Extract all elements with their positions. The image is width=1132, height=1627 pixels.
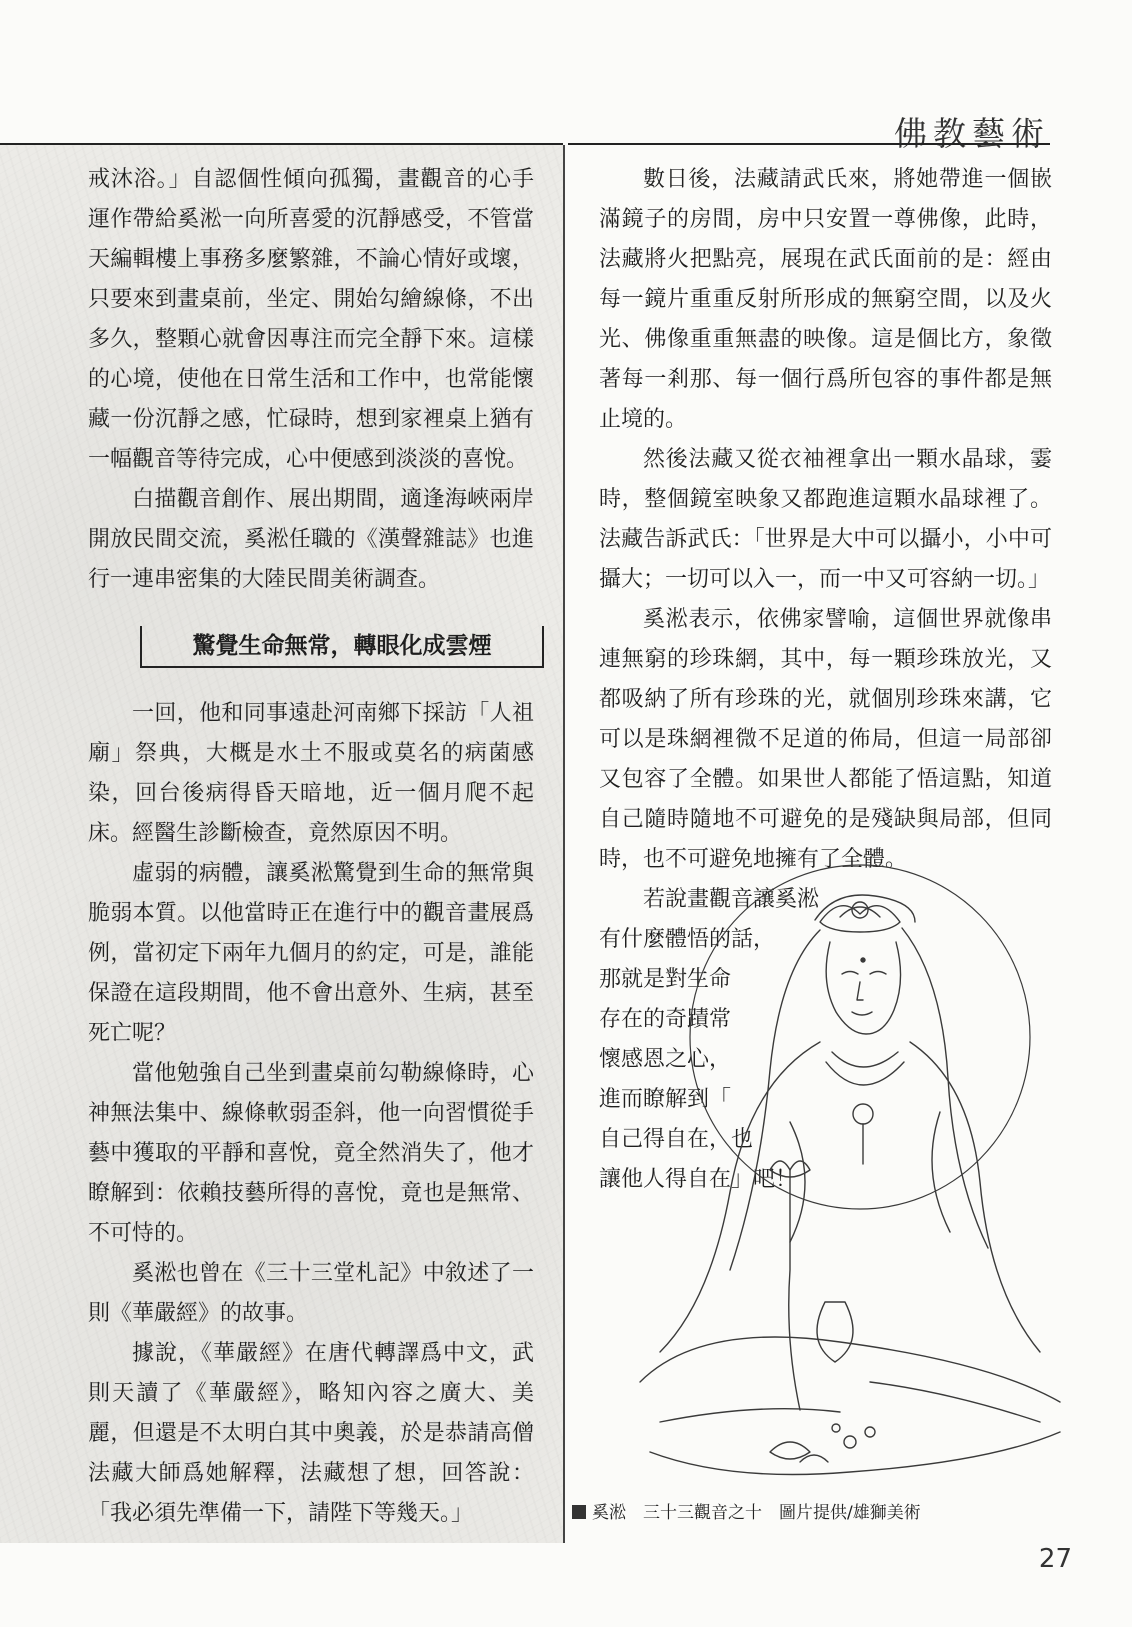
- paragraph: 虛弱的病體，讓奚淞驚覺到生命的無常與脆弱本質。以他當時正在進行中的觀音畫展爲例，當初定下兩年九個月的約定，可是，誰能保證在這段期間，他不會出意外、生病，甚至死亡呢？: [88, 861, 534, 1046]
- poem-line: 懷感恩之心，: [599, 1047, 732, 1072]
- paragraph: 數日後，法藏請武氏來，將她帶進一個嵌滿鏡子的房間，房中只安置一尊佛像，此時，法藏將火把點亮，展現在武氏面前的是：經由每一鏡片重重反射所形成的無窮空間，以及火光、佛像重重無盡的映像。這是個比方，象徵著每一剎那、每一個行爲所包容的事件都是無止境的。: [599, 167, 1052, 432]
- poem-line: 有什麼體悟的話，: [599, 927, 776, 952]
- paragraph: 然後法藏又從衣袖裡拿出一顆水晶球，霎時，整個鏡室映象又都跑進這顆水晶球裡了。法藏告訴武氏：「世界是大中可以攝小，小中可攝大；一切可以入一，而一中又可容納一切。」: [599, 447, 1052, 592]
- paragraph: 一回，他和同事遠赴河南鄉下採訪「人祖廟」祭典，大概是水土不服或莫名的病菌感染，回台後病得昏天暗地，近一個月爬不起床。經醫生診斷檢查，竟然原因不明。: [88, 701, 534, 846]
- poem-line: 讓他人得自在」吧！: [599, 1167, 798, 1192]
- caption-marker-icon: [572, 1505, 586, 1519]
- poem-line: 若說畫觀音讓奚淞: [643, 887, 820, 912]
- poem-line: 那就是對生命: [599, 967, 732, 992]
- paragraph: 白描觀音創作、展出期間，適逢海峽兩岸開放民間交流，奚淞任職的《漢聲雜誌》也進行一連串密集的大陸民間美術調查。: [88, 487, 534, 592]
- paragraph: 戒沐浴。」自認個性傾向孤獨，畫觀音的心手運作帶給奚淞一向所喜愛的沉靜感受，不管當天編輯樓上事務多麼繁雜，不論心情好或壞，只要來到畫桌前，坐定、開始勾繪線條，不出多久，整顆心就會因專注而完全靜下來。這樣的心境，使他在日常生活和工作中，也常能懷藏一份沉靜之感，忙碌時，想到家裡桌上猶有一幅觀音等待完成，心中便感到淡淡的喜悅。: [88, 167, 534, 472]
- paragraph: 奚淞表示，依佛家譬喻，這個世界就像串連無窮的珍珠網，其中，每一顆珍珠放光，又都吸納了所有珍珠的光，就個別珍珠來講，它可以是珠網裡微不足道的佈局，但這一局部卻又包容了全體。如果世人都能了悟這點，知道自己隨時隨地不可避免的是殘缺與局部，但同時，也不可避免地擁有了全體。: [599, 607, 1052, 872]
- poem-line: 存在的奇蹟常: [599, 1007, 732, 1032]
- poem-line: 進而瞭解到「: [599, 1087, 732, 1112]
- left-column-text: [88, 160, 534, 1534]
- guanyin-illustration: [620, 862, 1075, 1492]
- paragraph: 奚淞也曾在《三十三堂札記》中敘述了一則《華嚴經》的故事。: [88, 1261, 534, 1326]
- paragraph: 據說，《華嚴經》在唐代轉譯爲中文，武則天讀了《華嚴經》，略知內容之廣大、美麗，但還是不太明白其中奧義，於是恭請高僧法藏大師爲她解釋，法藏想了想，回答說：「我必須先準備一下，請陛下等幾天。」: [88, 1341, 534, 1526]
- section-title: 佛教藝術: [894, 114, 1050, 153]
- poem-line: 自己得自在，也: [599, 1127, 754, 1152]
- section-heading: 驚覺生命無常，轉眼化成雲煙: [140, 626, 544, 668]
- caption-text: 奚淞 三十三觀音之十 圖片提供/雄獅美術: [592, 1503, 921, 1523]
- page-number: 27: [1038, 1544, 1072, 1574]
- figure-caption: [572, 1498, 921, 1523]
- paragraph: 當他勉強自己坐到畫桌前勾勒線條時，心神無法集中、線條軟弱歪斜，他一向習慣從手藝中獲取的平靜和喜悅，竟全然消失了，他才瞭解到：依賴技藝所得的喜悅，竟也是無常、不可恃的。: [88, 1061, 534, 1246]
- header-rule-right: [568, 143, 1050, 145]
